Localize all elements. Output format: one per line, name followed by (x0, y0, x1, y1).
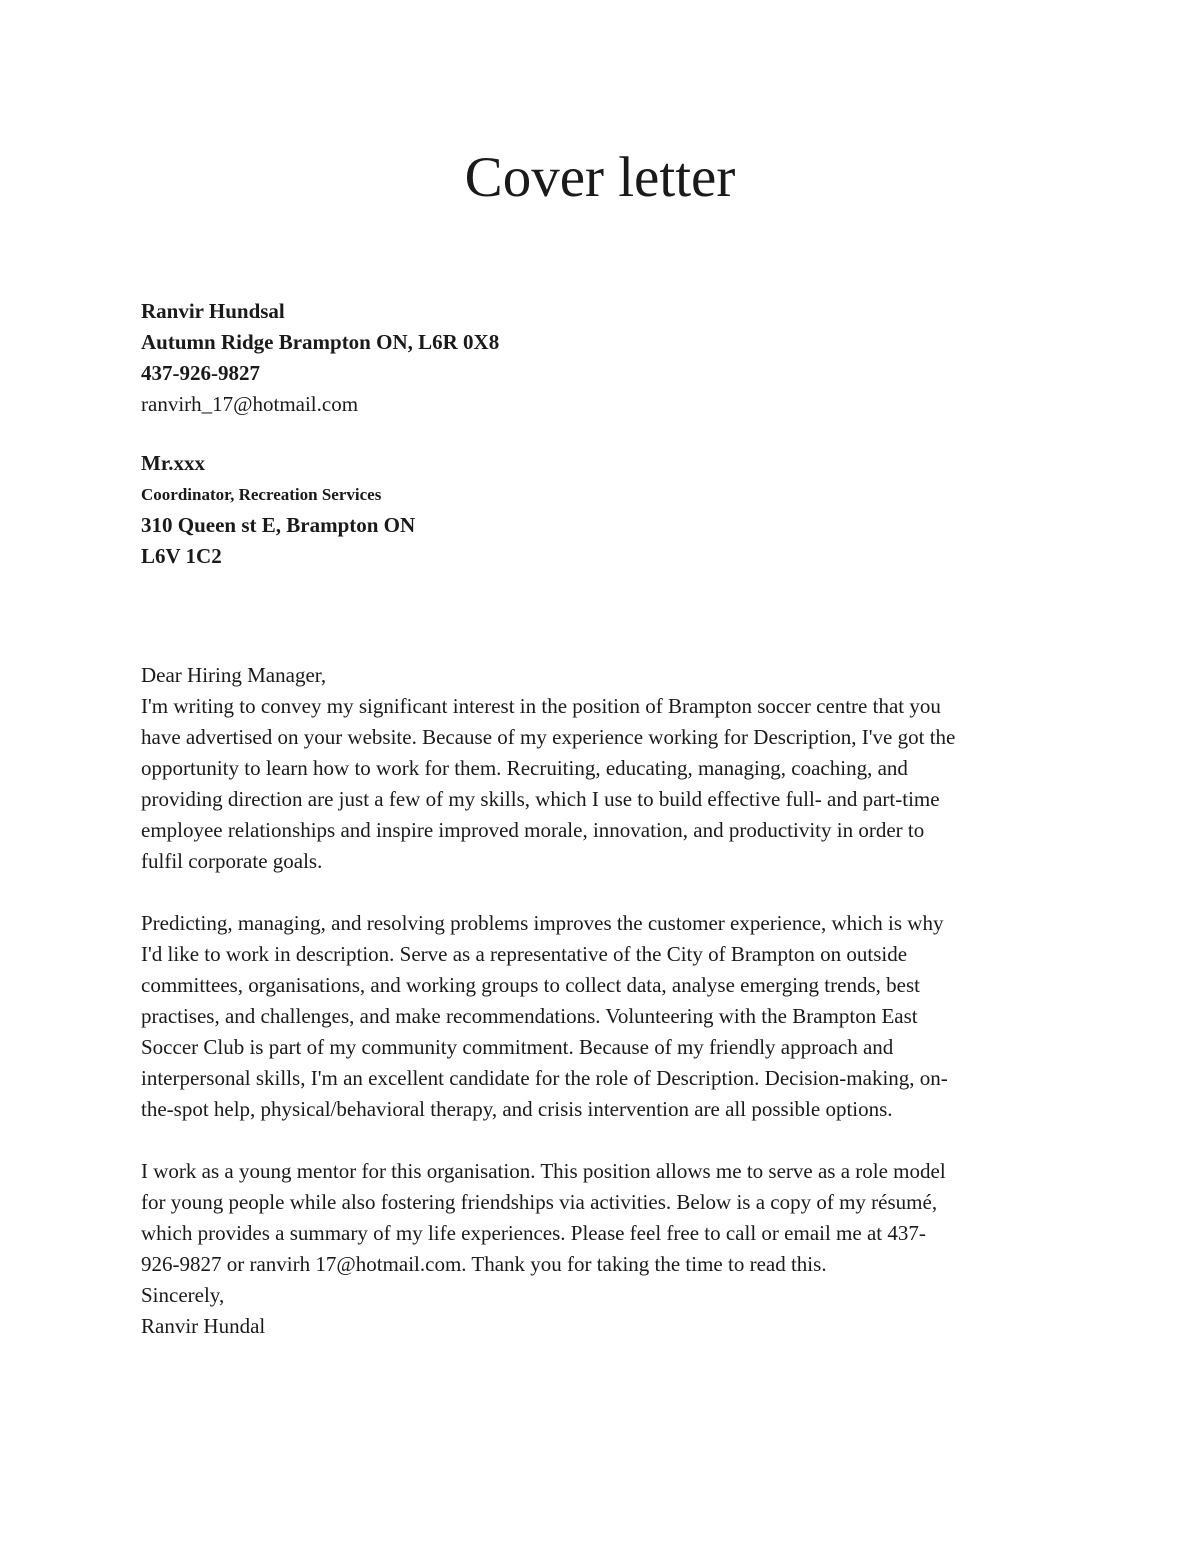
salutation: Dear Hiring Manager, (141, 663, 327, 687)
paragraph-line: committees, organisations, and working groups to collect data, analyse emerging trends, best (141, 973, 920, 997)
paragraph-line: I work as a young mentor for this organisation. This position allows me to serve as a role model (141, 1159, 946, 1183)
paragraph-line: the-spot help, physical/behavioral therapy, and crisis intervention are all possible options. (141, 1097, 893, 1121)
paragraph-line: I'm writing to convey my significant interest in the position of Brampton soccer centre that you (141, 694, 941, 718)
paragraph-line: fulfil corporate goals. (141, 849, 323, 873)
recipient-block (141, 448, 1071, 572)
paragraph-1 (141, 691, 1071, 877)
paragraph-line: which provides a summary of my life experiences. Please feel free to call or email me at 437- (141, 1221, 926, 1245)
recipient-name: Mr.xxx (141, 451, 205, 475)
paragraph-line: interpersonal skills, I'm an excellent candidate for the role of Description. Decision-making, on- (141, 1066, 948, 1090)
sender-email: ranvirh_17@hotmail.com (141, 392, 359, 416)
paragraph-line: have advertised on your website. Because of my experience working for Description, I've got the (141, 725, 956, 749)
paragraph-line: Soccer Club is part of my community commitment. Because of my friendly approach and (141, 1035, 894, 1059)
paragraph-line: opportunity to learn how to work for them. Recruiting, educating, managing, coaching, and (141, 756, 908, 780)
paragraph-line: I'd like to work in description. Serve as a representative of the City of Brampton on outside (141, 942, 908, 966)
paragraph-2 (141, 908, 1071, 1125)
closing: Sincerely, (141, 1283, 225, 1307)
paragraph-spacer (141, 877, 1071, 908)
letter-body (141, 660, 1071, 1342)
recipient-position: Coordinator, Recreation Services (141, 485, 382, 504)
paragraph-line: providing direction are just a few of my skills, which I use to build effective full- and part-time (141, 787, 940, 811)
recipient-street: 310 Queen st E, Brampton ON (141, 513, 416, 537)
paragraph-line: employee relationships and inspire improved morale, innovation, and productivity in order to (141, 818, 925, 842)
paragraph-line: Predicting, managing, and resolving problems improves the customer experience, which is why (141, 911, 944, 935)
sender-contact-block (141, 296, 1071, 420)
paragraph-spacer (141, 1125, 1071, 1156)
sender-name: Ranvir Hundsal (141, 299, 285, 323)
paragraph-line: 926-9827 or ranvirh 17@hotmail.com. Thank you for taking the time to read this. (141, 1252, 827, 1276)
signature: Ranvir Hundal (141, 1314, 266, 1338)
recipient-postal-code: L6V 1C2 (141, 544, 222, 568)
paragraph-3 (141, 1156, 1071, 1280)
paragraph-line: practises, and challenges, and make recommendations. Volunteering with the Brampton East (141, 1004, 918, 1028)
sender-address: Autumn Ridge Brampton ON, L6R 0X8 (141, 330, 500, 354)
sender-phone: 437-926-9827 (141, 361, 260, 385)
document-title: Cover letter (464, 146, 736, 209)
paragraph-line: for young people while also fostering friendships via activities. Below is a copy of my résumé, (141, 1190, 938, 1214)
